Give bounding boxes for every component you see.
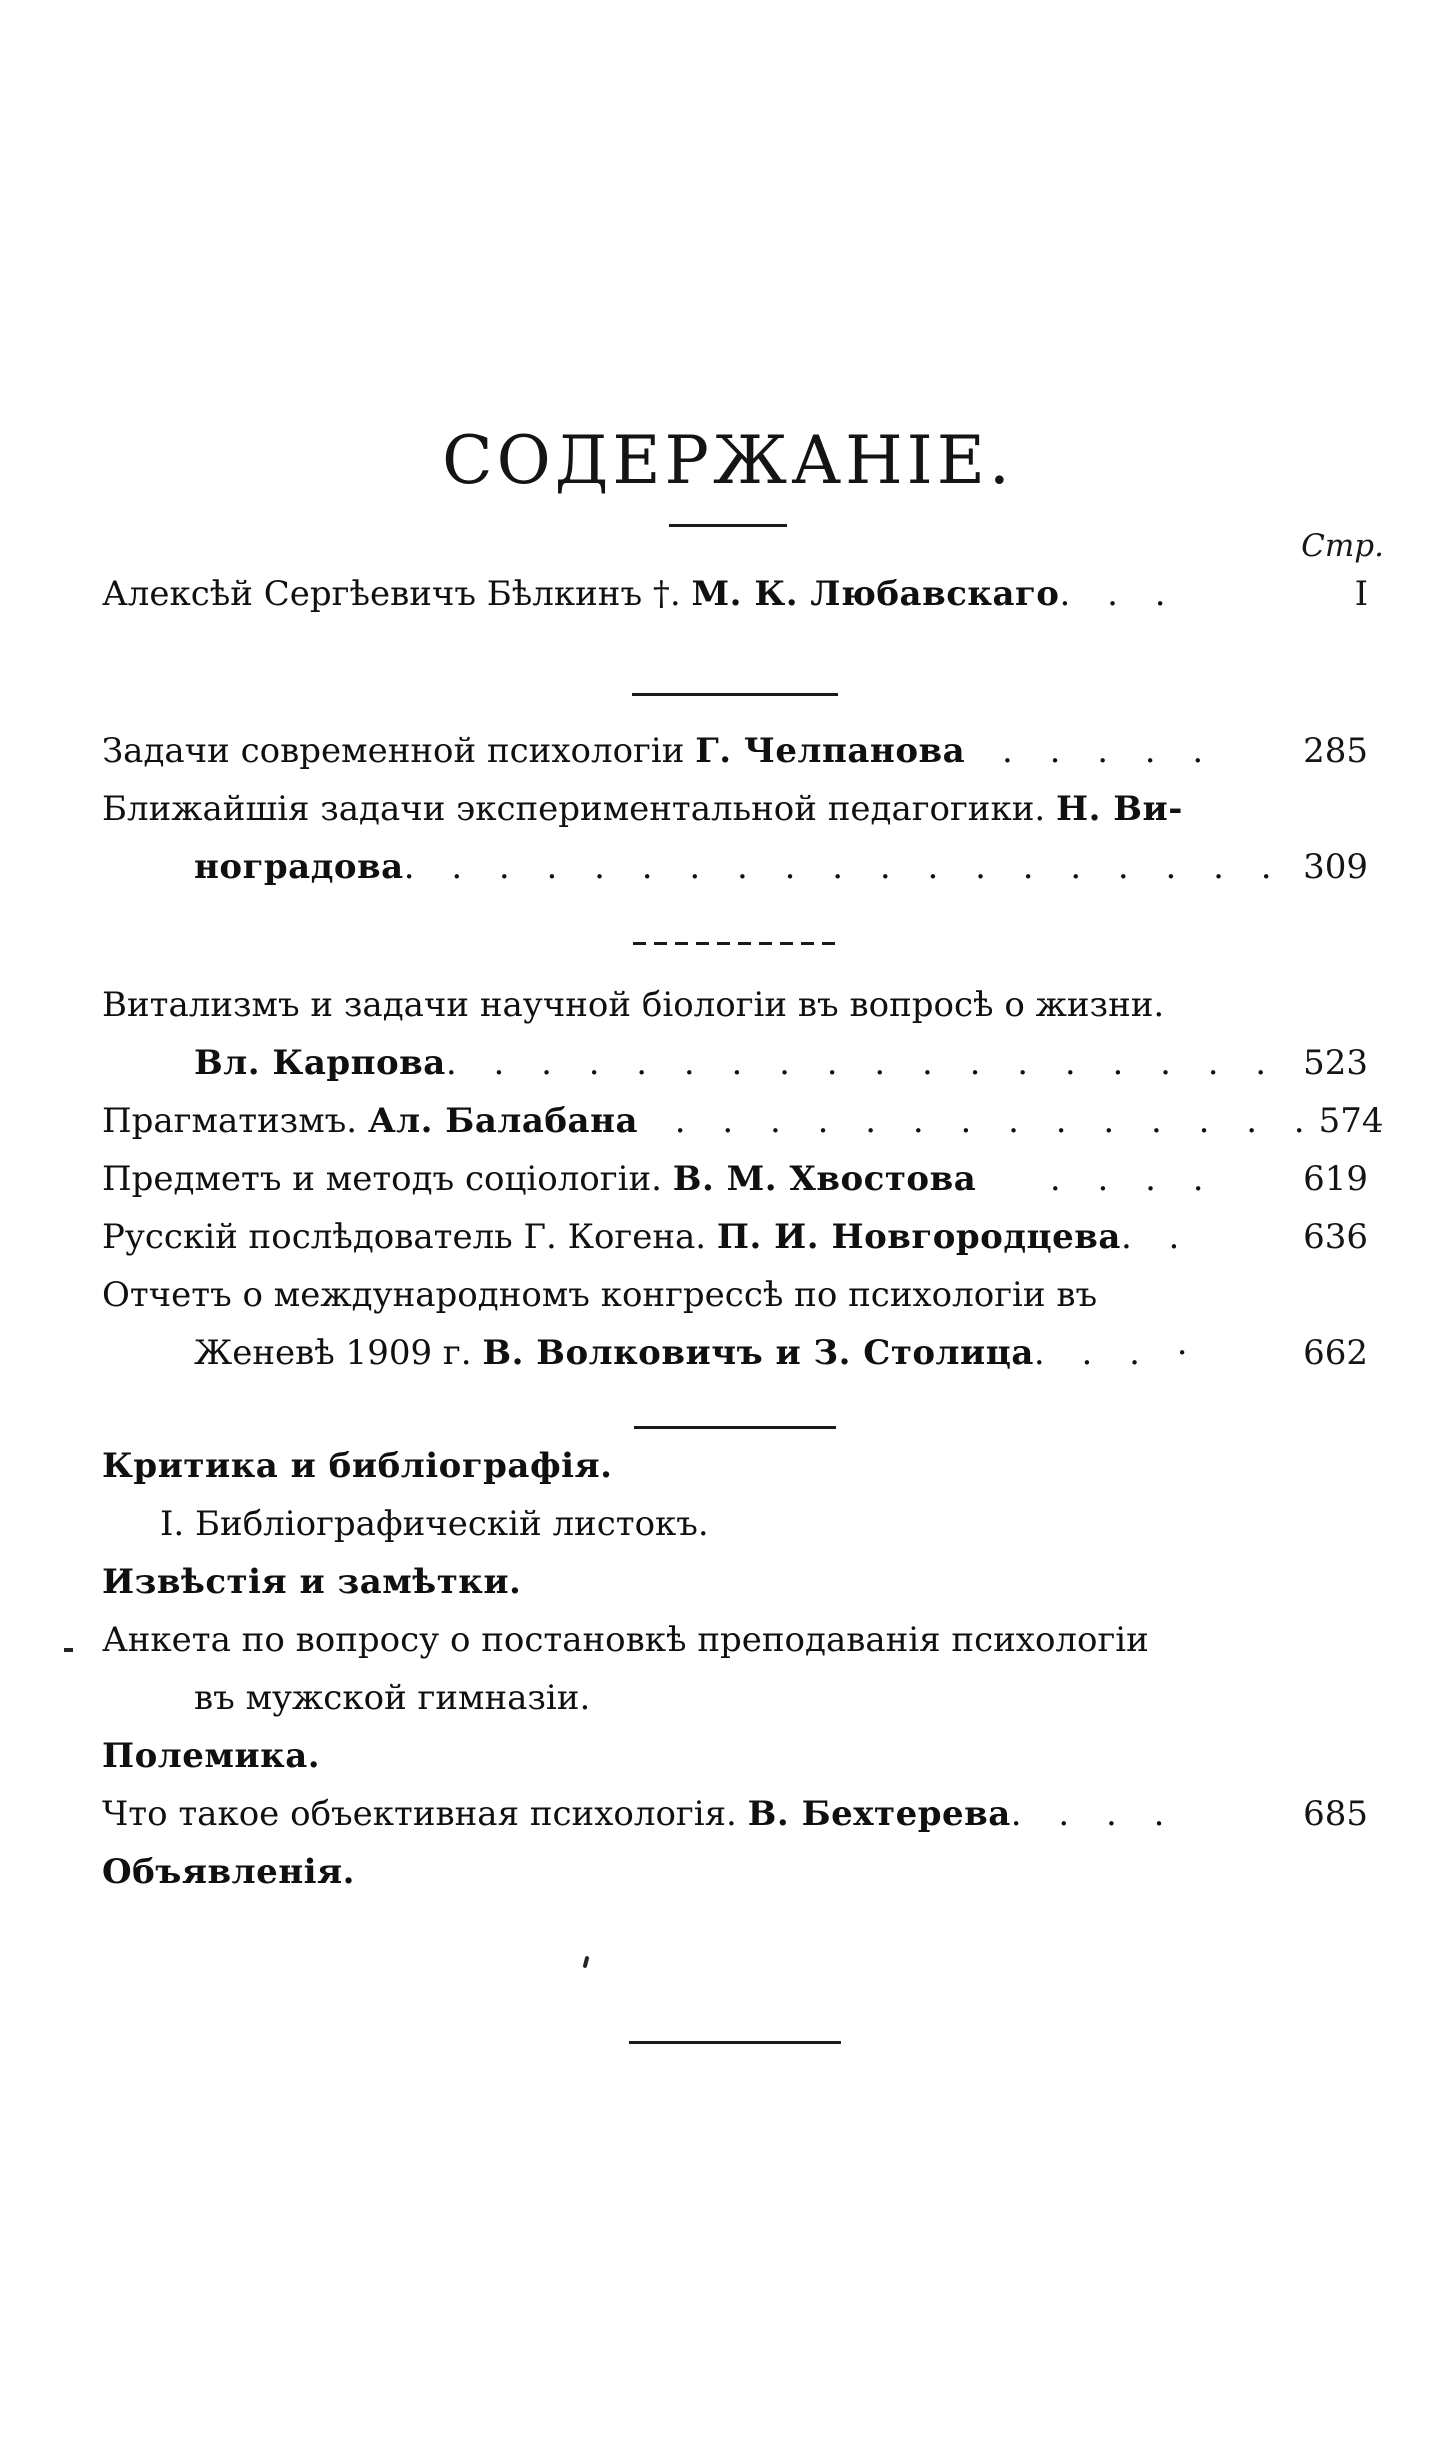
toc-entry (102, 976, 1368, 1034)
toc-entry (102, 1092, 1384, 1150)
toc-entry (102, 1266, 1368, 1324)
toc-entry (102, 1034, 1368, 1092)
section-divider (634, 1426, 836, 1429)
title-text: Отчетъ о международномъ конгрессѣ по психологіи въ (102, 1275, 1098, 1315)
dot-leaders: . . . · (1033, 1333, 1188, 1373)
title-text: Прагматизмъ. (102, 1101, 368, 1141)
author-name: П. И. Новгородцева (716, 1217, 1121, 1257)
entry-text (102, 976, 1164, 1034)
section-divider (633, 942, 838, 945)
author-name: Н. Ви- (1056, 789, 1183, 829)
entry-text (102, 565, 1166, 623)
dot-leaders: . . . . . (965, 731, 1204, 771)
title-text: Анкета по вопросу о постановкѣ преподаванія психологіи (102, 1620, 1149, 1660)
toc-entry (102, 1669, 1368, 1727)
dot-leaders: . . . . . . . . . . . . . . (638, 1101, 1305, 1141)
entry-text (102, 1669, 590, 1727)
entry-text (102, 1092, 1305, 1150)
dot-leaders: . . . . (1010, 1794, 1165, 1834)
title-text: Алексѣй Сергѣевичъ Бѣлкинъ †. (102, 574, 692, 614)
author-name: М. К. Любавскаго (691, 574, 1060, 614)
title-text: Критика и библіографія. (102, 1446, 613, 1486)
page-number: 662 (1303, 1333, 1368, 1373)
entry-text (102, 1495, 709, 1553)
title-text: Предметъ и методъ соціологіи. (102, 1159, 673, 1199)
author-name: ноградова (194, 847, 404, 887)
entry-text (102, 1437, 613, 1495)
entry-text (102, 1324, 1188, 1382)
author-name: Ал. Балабана (367, 1101, 638, 1141)
section-divider (629, 2041, 841, 2044)
page-number: 619 (1303, 1159, 1368, 1199)
page-number: 523 (1303, 1043, 1368, 1083)
title-text: I. Библіографическій листокъ. (160, 1504, 709, 1544)
entry-text (102, 838, 1272, 896)
entry-text (102, 722, 1203, 780)
entry-text (102, 1553, 521, 1611)
title-text: Полемика. (102, 1736, 321, 1776)
table-of-contents (0, 565, 1456, 2044)
title-text: Витализмъ и задачи научной біологіи въ вопросѣ о жизни. (102, 985, 1165, 1025)
title-text: Задачи современной психологіи (102, 731, 696, 771)
title-text: въ мужской гимназіи. (194, 1678, 591, 1718)
toc-heading (102, 1727, 1368, 1785)
toc-heading (102, 1437, 1368, 1495)
toc-entry (102, 1150, 1368, 1208)
title-text: Извѣстія и замѣтки. (102, 1562, 522, 1602)
title-text: Женевѣ 1909 г. (194, 1333, 483, 1373)
toc-entry (102, 1611, 1368, 1669)
author-name: Вл. Карпова (194, 1043, 446, 1083)
dot-leaders: . . . . . . . . . . . . . . . . . . . (403, 847, 1272, 887)
toc-entry (102, 780, 1368, 838)
entry-text (102, 1843, 355, 1901)
title-divider (669, 524, 787, 527)
page-number: 636 (1303, 1217, 1368, 1257)
entry-text (102, 1727, 320, 1785)
page-number: 574 (1318, 1101, 1384, 1141)
entry-text (102, 1611, 1149, 1669)
title-text: Что такое объективная психологія. (102, 1794, 748, 1834)
author-name: В. Бехтерева (747, 1794, 1011, 1834)
author-name: В. М. Хвостова (672, 1159, 977, 1199)
dot-leaders: . . . . (976, 1159, 1204, 1199)
page-number: I (1354, 574, 1368, 614)
toc-heading (102, 1553, 1368, 1611)
entry-text (102, 1150, 1204, 1208)
entry-text (102, 1034, 1266, 1092)
toc-heading (102, 1843, 1368, 1901)
toc-entry (102, 1324, 1368, 1382)
entry-text (102, 780, 1183, 838)
dot-leaders: . . . . . . . . . . . . . . . . . . (445, 1043, 1267, 1083)
title-text: Ближайшія задачи экспериментальной педагогики. (102, 789, 1056, 829)
entry-text (102, 1266, 1097, 1324)
toc-subentry (102, 1495, 1368, 1553)
page-number: 685 (1303, 1794, 1368, 1834)
page-title: СОДЕРЖАНІЕ. (442, 422, 1014, 499)
title-text: Объявленія. (102, 1852, 355, 1892)
toc-entry (102, 838, 1368, 896)
title-text: Русскій послѣдователь Г. Когена. (102, 1217, 717, 1257)
dot-leaders: . . . (1059, 574, 1166, 614)
author-name: В. Волковичъ и З. Столица (482, 1333, 1034, 1373)
page-number: 309 (1303, 847, 1368, 887)
page-number: 285 (1303, 731, 1368, 771)
author-name: Г. Челпанова (695, 731, 966, 771)
section-divider (632, 693, 838, 696)
scan-speck (64, 1648, 73, 1652)
dot-leaders: . . (1120, 1217, 1180, 1257)
toc-entry (102, 565, 1368, 623)
toc-entry (102, 722, 1368, 780)
page-column-label: Стр. (1301, 528, 1384, 564)
toc-entry (102, 1785, 1368, 1843)
entry-text (102, 1208, 1179, 1266)
toc-entry (102, 1208, 1368, 1266)
entry-text (102, 1785, 1164, 1843)
